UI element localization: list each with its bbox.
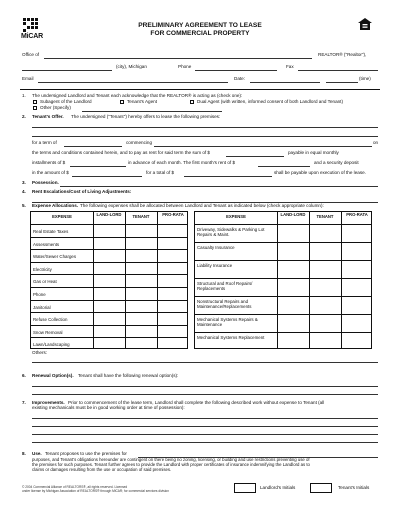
allocation-cell-left-landlord[interactable] (93, 300, 125, 313)
allocation-cell-right-tenant[interactable] (309, 278, 341, 296)
expense-row-left: Lawn/Landscaping (33, 342, 70, 348)
improvements-field-1[interactable] (32, 418, 378, 419)
deposit-amount-field[interactable] (72, 176, 142, 177)
section-2-text: The undersigned ("Tenant") hereby offers to lease the following premises: (71, 114, 221, 119)
header-expense-right: EXPENSE (226, 214, 246, 219)
allocation-cell-left-landlord[interactable] (93, 262, 125, 275)
allocation-cell-left-landlord[interactable] (93, 287, 125, 300)
header-prorata-left: PRO-RATA (162, 212, 184, 217)
section-1-number: 1. (22, 93, 26, 98)
section-8-text-3: the premises for such purposes. Tenant further agrees to provide the Landlord with proper certificates of insurance indemnifying the Landlord as to (32, 462, 310, 467)
first-month-label: in advance of each month. The first month's rent of $ (128, 160, 236, 165)
date-label: Date: (234, 76, 245, 81)
allocation-cell-left-tenant[interactable] (125, 325, 157, 338)
address-field[interactable] (22, 70, 112, 71)
payable-upon-text: shall be payable upon execution of the lease. (274, 170, 366, 175)
allocation-cell-left-prorata[interactable] (157, 237, 189, 250)
improvements-field-4[interactable] (32, 442, 378, 443)
expense-table-left (30, 211, 188, 349)
rent-sum-text: the terms and conditions contained herein, and to pay as rent for said term the sum of $ (32, 150, 210, 155)
section-8-text-4: claims or damages resulting from the use or occupation of said premises. (32, 467, 172, 472)
expense-table-right (194, 211, 372, 349)
time-label: (time) (359, 76, 371, 81)
section-7-label: Improvements. (32, 400, 65, 405)
copyright-line-1: © 2004 Commercial Alliance of REALTORS®, all rights reserved. Licensed (22, 485, 128, 489)
email-field[interactable] (38, 82, 228, 83)
allocation-cell-left-prorata[interactable] (157, 274, 189, 287)
deposit-amount-label: in the amount of $ (32, 170, 69, 175)
expense-row-right: Mechanical Systems Replacement (197, 335, 265, 340)
allocation-cell-right-tenant[interactable] (309, 296, 341, 314)
title-line-1: PRELIMINARY AGREEMENT TO LEASE (138, 22, 262, 29)
section-1-text: The undersigned Landlord and Tenant each acknowledge that the REALTOR® is acting as (check one): (32, 93, 243, 98)
allocation-cell-right-prorata[interactable] (341, 224, 373, 242)
allocation-cell-right-landlord[interactable] (277, 224, 309, 242)
allocation-cell-left-prorata[interactable] (157, 262, 189, 275)
allocation-cell-right-tenant[interactable] (309, 242, 341, 260)
installments-field[interactable] (70, 166, 126, 167)
allocation-cell-right-prorata[interactable] (341, 260, 373, 278)
copyright-line-2: under license by Michigan Association of REALTORS® through MiCAR; for commercial services division (22, 489, 169, 493)
header-expense-left: EXPENSE (52, 214, 72, 219)
others-field-1[interactable] (32, 362, 378, 363)
allocation-cell-left-landlord[interactable] (93, 274, 125, 287)
section-4-label: Rent Escalations/Cost of Living Adjustments: (32, 189, 132, 194)
allocation-cell-right-landlord[interactable] (277, 242, 309, 260)
fax-field[interactable] (298, 70, 378, 71)
option-other: Other (Specify) (40, 105, 71, 110)
section-5-number: 5. (22, 203, 26, 208)
section-7-text-2: existing mechanicals must be in good working order at time of possession): (32, 405, 185, 410)
landlord-initials-box[interactable] (234, 483, 256, 493)
improvements-field-2[interactable] (32, 426, 378, 427)
section-5-label: Expense Allocations. (32, 203, 79, 208)
section-7-number: 7. (22, 400, 26, 405)
allocation-cell-left-tenant[interactable] (125, 300, 157, 313)
date-field[interactable] (250, 82, 320, 83)
landlord-initials-label: Landlord's Initials (260, 485, 296, 490)
expense-row-right: Liability Insurance (197, 263, 233, 268)
allocation-cell-left-tenant[interactable] (125, 287, 157, 300)
security-deposit-label: and a security deposit (314, 160, 359, 165)
fax-label: Fax (286, 64, 294, 69)
total-label: for a total of $ (146, 170, 175, 175)
header-prorata-right: PRO-RATA (346, 212, 368, 217)
allocation-cell-left-prorata[interactable] (157, 287, 189, 300)
allocation-cell-left-prorata[interactable] (157, 312, 189, 325)
for-a-term-label: for a term of (32, 140, 57, 145)
allocation-cell-left-tenant[interactable] (125, 274, 157, 287)
tenant-initials-label: Tenant's Initials (338, 485, 370, 490)
others-label: Others: (32, 350, 48, 355)
phone-label: Phone (178, 64, 192, 69)
expense-row-left: Gas or Heat (33, 279, 57, 285)
allocation-cell-left-landlord[interactable] (93, 337, 125, 350)
expense-row-left: Refuse Collection (33, 317, 68, 323)
expense-row-right: Nonstructural Repairs and Maintenance/Replacements (197, 299, 252, 309)
header-landlord-left: LAND-LORD (96, 212, 122, 217)
allocation-cell-left-landlord[interactable] (93, 312, 125, 325)
section-6-label: Renewal Option(s). (32, 373, 74, 378)
equal-housing-icon (358, 18, 372, 30)
allocation-cell-right-prorata[interactable] (341, 296, 373, 314)
header-tenant-right: TENANT (316, 214, 334, 219)
section-3-number: 3. (22, 180, 26, 185)
improvements-field-3[interactable] (32, 434, 378, 435)
expense-row-right: Mechanical Systems Repairs & Maintenance (197, 317, 258, 327)
expense-row-left: Assessments (33, 241, 60, 247)
section-8-text-2: purposes, and Tenant's obligations hereunder are contingent on there being no zoning, licensing, or building and use restrictions preventing use of (32, 457, 310, 462)
page-title (0, 22, 400, 38)
section-6-text: Tenant shall have the following renewal option(s): (78, 373, 179, 378)
allocation-cell-right-tenant[interactable] (309, 224, 341, 242)
allocation-cell-left-tenant[interactable] (125, 237, 157, 250)
section-2-number: 2. (22, 114, 26, 119)
option-dual-agent: Dual Agent (with written, informed consent of both Landlord and Tenant) (197, 99, 343, 104)
premises-field-2[interactable] (32, 136, 378, 137)
term-field[interactable] (64, 146, 122, 147)
expense-row-left: Water/Sewer Charges (33, 254, 77, 260)
allocation-cell-right-prorata[interactable] (341, 278, 373, 296)
allocation-cell-left-tenant[interactable] (125, 249, 157, 262)
section-4-number: 4. (22, 189, 26, 194)
allocation-cell-right-prorata[interactable] (341, 314, 373, 332)
checkbox-subagent[interactable] (33, 100, 37, 104)
allocation-cell-left-tenant[interactable] (125, 337, 157, 350)
checkbox-tenants-agent[interactable] (120, 100, 124, 104)
first-month-field[interactable] (258, 166, 310, 167)
rent-sum-end: payable in equal monthly (288, 150, 339, 155)
allocation-cell-left-prorata[interactable] (157, 337, 189, 350)
allocation-cell-left-prorata[interactable] (157, 300, 189, 313)
allocation-cell-right-landlord[interactable] (277, 332, 309, 350)
expense-row-left: Real Estate Taxes (33, 229, 69, 234)
premises-field-1[interactable] (32, 127, 378, 128)
time-field[interactable] (326, 82, 358, 83)
allocation-cell-left-prorata[interactable] (157, 325, 189, 338)
allocation-cell-left-landlord[interactable] (93, 224, 125, 237)
section-7-text-1: Prior to commencement of the lease term, Landlord shall complete the following described work without expense to Tenant (all (68, 400, 325, 405)
email-label: Email (22, 76, 34, 81)
allocation-cell-left-prorata[interactable] (157, 224, 189, 237)
expense-row-right: Driveway, Sidewalks & Parking Lot Repairs & Maint. (197, 227, 265, 237)
allocation-cell-right-landlord[interactable] (277, 260, 309, 278)
section-6-number: 6. (22, 373, 26, 378)
section-2-label: Tenant's Offer. (32, 114, 64, 119)
section-8-label: Use. (32, 451, 42, 456)
expense-row-left: Snow Removal (33, 329, 63, 335)
header-divider (20, 89, 380, 90)
allocation-cell-right-landlord[interactable] (277, 296, 309, 314)
footer-copyright (22, 485, 169, 493)
allocation-cell-left-landlord[interactable] (93, 237, 125, 250)
allocation-cell-left-landlord[interactable] (93, 249, 125, 262)
renewal-field-1[interactable] (32, 386, 378, 387)
realtor-label: REALTOR® ("Realtor"), (318, 52, 367, 57)
possession-field[interactable] (60, 186, 378, 187)
allocation-cell-left-prorata[interactable] (157, 249, 189, 262)
total-field[interactable] (184, 176, 272, 177)
allocation-cell-right-prorata[interactable] (341, 332, 373, 350)
allocation-cell-right-tenant[interactable] (309, 332, 341, 350)
other-specify-field[interactable] (82, 111, 222, 112)
tenant-initials-box[interactable] (310, 483, 332, 493)
allocation-cell-right-prorata[interactable] (341, 242, 373, 260)
allocation-cell-left-tenant[interactable] (125, 262, 157, 275)
city-label: (city), Michigan (116, 64, 147, 69)
checkbox-dual-agent[interactable] (190, 100, 194, 104)
logo-text: MiCAR (21, 33, 43, 40)
allocation-cell-right-landlord[interactable] (277, 278, 309, 296)
expense-row-left: Phone (33, 292, 46, 297)
allocation-cell-right-tenant[interactable] (309, 260, 341, 278)
installments-label: installments of $ (32, 160, 66, 165)
rent-sum-field[interactable] (226, 156, 284, 157)
header-tenant-left: TENANT (132, 214, 150, 219)
option-tenants-agent: Tenant's Agent (127, 99, 157, 104)
expense-row-right: Casualty Insurance (197, 245, 235, 250)
header-landlord-right: LAND-LORD (280, 212, 306, 217)
allocation-cell-left-tenant[interactable] (125, 224, 157, 237)
allocation-cell-right-landlord[interactable] (277, 314, 309, 332)
title-line-2: FOR COMMERCIAL PROPERTY (150, 30, 250, 37)
commencing-field[interactable] (154, 146, 372, 147)
office-label: Office of (22, 52, 40, 57)
section-8-number: 8. (22, 451, 26, 456)
allocation-cell-left-tenant[interactable] (125, 312, 157, 325)
section-5-text: The following expenses shall be allocated between Landlord and Tenant as indicated below (check appropriate column): (80, 203, 324, 208)
allocation-cell-right-tenant[interactable] (309, 314, 341, 332)
on-label: on (373, 140, 379, 145)
office-field[interactable] (44, 58, 312, 59)
commencing-label: commencing (126, 140, 153, 145)
expense-row-right: Structural and Roof Repairs/ Replacements (197, 281, 253, 291)
phone-field[interactable] (195, 70, 277, 71)
expense-row-left: Electricity (33, 266, 52, 272)
section-3-label: Possession. (32, 180, 59, 185)
renewal-field-2[interactable] (32, 394, 378, 395)
expense-row-left: Janitorial (33, 304, 51, 310)
allocation-cell-left-landlord[interactable] (93, 325, 125, 338)
option-subagent: Subagent of the Landlord (40, 99, 92, 104)
section-8-text-1: Tenant proposes to use the premises for (45, 451, 127, 456)
checkbox-other[interactable] (33, 106, 37, 110)
